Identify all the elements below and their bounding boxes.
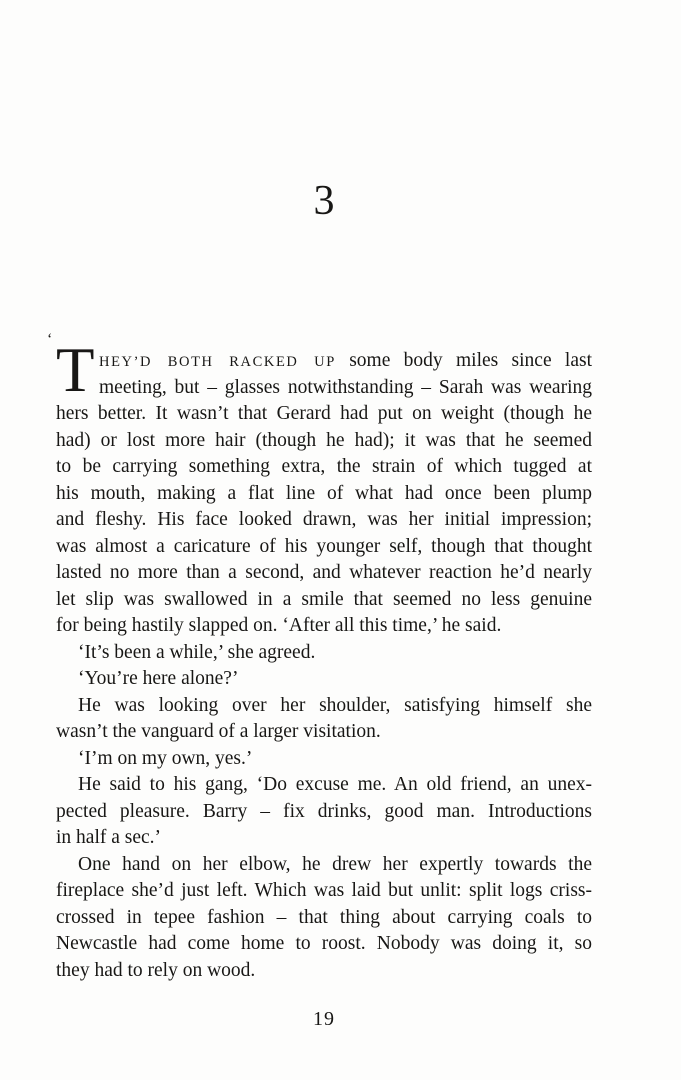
print-artifact: ‘	[47, 331, 53, 348]
line-text: some body miles since last	[349, 350, 592, 371]
body-text	[47, 331, 592, 984]
drop-cap: T	[56, 335, 95, 405]
text-line: let slip was swallowed in a smile that seemed no less genuine	[56, 588, 592, 610]
text-line: wasn’t the vanguard of a larger visitation.	[56, 721, 381, 742]
text-line: One hand on her elbow, he drew her expertly towards the	[78, 853, 592, 875]
text-line: in half a sec.’	[56, 827, 162, 848]
text-line: had) or lost more hair (though he had); it was that he seemed	[56, 429, 592, 451]
text-line: ‘You’re here alone?’	[78, 668, 239, 689]
text-line: to be carrying something extra, the strain of which tugged at	[56, 456, 592, 477]
text-line: ‘It’s been a while,’ she agreed.	[78, 641, 316, 663]
text-line: ‘I’m on my own, yes.’	[78, 747, 253, 769]
text-line: pected pleasure. Barry – fix drinks, good man. Introductions	[56, 800, 592, 822]
text-line: his mouth, making a flat line of what had once been plump	[56, 482, 592, 504]
text-line	[56, 348, 592, 375]
text-line: fireplace she’d just left. Which was laid but unlit: split logs criss-	[56, 880, 592, 901]
text-line: Newcastle had come home to roost. Nobody was doing it, so	[56, 933, 592, 954]
small-caps-opening: HEY’D BOTH RACKED UP	[99, 354, 336, 370]
text-line: hers better. It wasn’t that Gerard had put on weight (though he	[56, 403, 592, 424]
text-line: was almost a caricature of his younger self, though that thought	[56, 535, 592, 557]
text-line: crossed in tepee fashion – that thing about carrying coals to	[56, 906, 592, 928]
text-line: meeting, but – glasses notwithstanding – Sarah was wearing	[99, 376, 592, 398]
text-line: He was looking over her shoulder, satisfying himself she	[78, 694, 592, 716]
text-line: for being hastily slapped on. ‘After all this time,’ he said.	[56, 615, 502, 636]
text-line: lasted no more than a second, and whatever reaction he’d nearly	[56, 562, 592, 583]
text-line: He said to his gang, ‘Do excuse me. An old friend, an unex-	[78, 774, 592, 795]
text-line: and fleshy. His face looked drawn, was her initial impression;	[56, 509, 592, 530]
text-line: they had to rely on wood.	[56, 959, 256, 981]
page-number: 19	[313, 1008, 335, 1030]
chapter-heading: 3	[313, 178, 335, 224]
